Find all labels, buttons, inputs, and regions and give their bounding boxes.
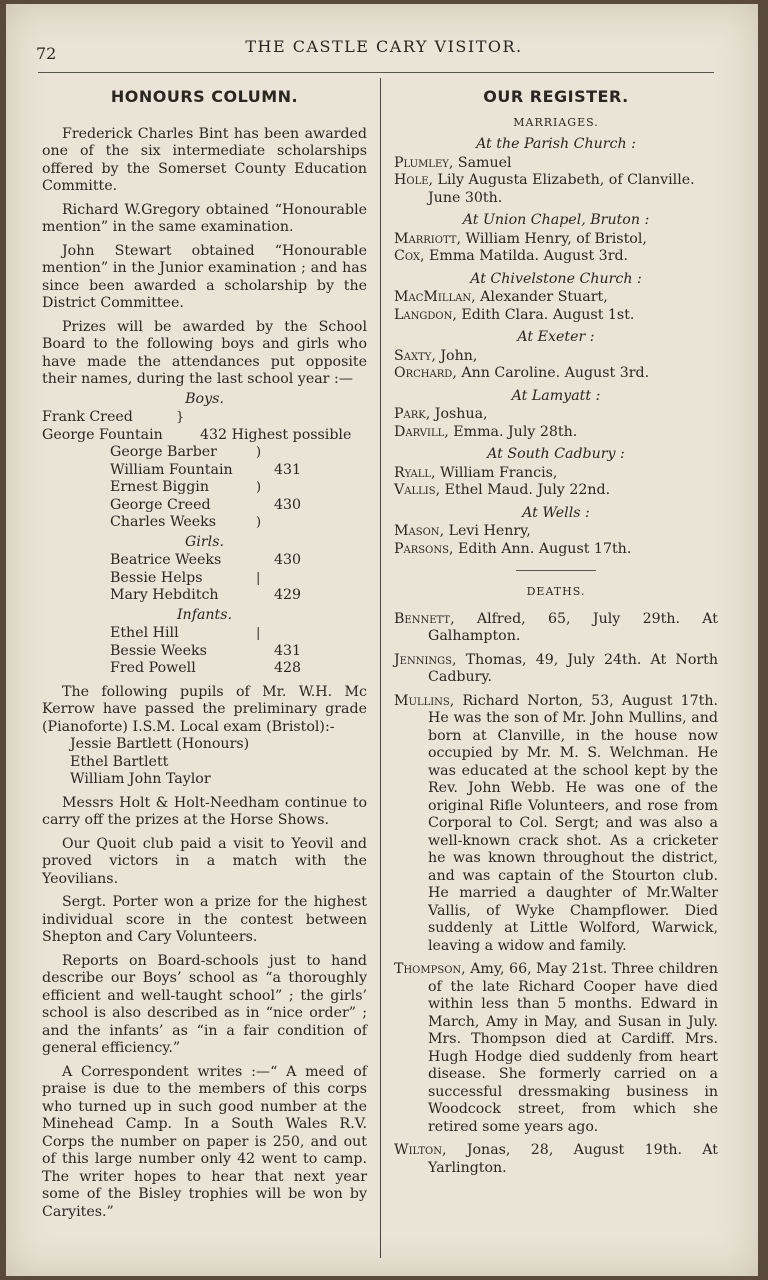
death-entry: Jennings, Thomas, 49, July 24th. At North Cadbury. [394,651,718,685]
paragraph: John Stewart obtained “Honourable mention” in the Junior examination ; and has since been awarded a scholarship by the District Committee. [42,242,367,311]
header-rule [38,72,714,73]
paragraph: Frederick Charles Bint has been awarded one of the six intermediate scholarships offered by the Somerset County Education Committe. [42,125,367,194]
paragraph: Sergt. Porter won a prize for the highest individual score in the contest between Shepton and Cary Volunteers. [42,894,367,945]
pupil: Ethel Bartlett [70,753,169,770]
prize-row: William Fountain 431 [110,461,302,478]
paragraph: A Correspondent writes :—“ A meed of praise is due to the members of this corps who turned up in such good number at the Minehead Camp. In a South Wales R.V. Corps the number on paper is 250, and out of this large number only 42 went to camp. The writer hopes to hear that next year some of the Bisley trophies will be won by Caryites.” [42,1063,367,1220]
marriage-entry: Plumley, Samuel [394,154,512,171]
marriage-place: At Chivelstone Church : [470,270,642,287]
marriage-place: At the Parish Church : [476,136,636,152]
register-heading: OUR REGISTER. [483,87,629,106]
paragraph: Prizes will be awarded by the School Board to the following boys and girls who have made the attendances put opposite their names, during the last school year :— [42,318,367,387]
prize-row: Ernest Biggin ) [110,479,262,495]
marriage-place: At South Cadbury : [487,446,625,462]
pupil: William John Taylor [70,771,211,787]
paragraph: The following pupils of Mr. W.H. Mc Kerrow have passed the preliminary grade (Pianoforte) I.S.M. Local exam (Bristol):- [42,683,367,735]
paragraph: Our Quoit club paid a visit to Yeovil and proved victors in a match with the Yeovilians. [42,835,367,887]
infants-label: Infants. [176,606,233,623]
prize-row: George Creed 430 [110,496,302,513]
marriage-entry: Darvill, Emma. July 28th. [394,423,578,440]
prize-row: Frank Creed } [42,409,185,425]
death-entry: Thompson, Amy, 66, May 21st. Three children of the late Richard Cooper have died within less than 5 months. Edward in March, Amy in May, and Susan in July. Mrs. Thompson died at Cardiff. Mrs. Hugh Hodge died suddenly from heart disease. She formerly carried on a successful dressmaking business in Woodcock street, from which she retired some years ago. [394,961,718,1135]
marriages-label: MARRIAGES. [513,115,599,129]
page-number: 72 [36,44,57,63]
honours-heading: HONOURS COLUMN. [110,87,299,106]
girls-label: Girls. [185,533,224,550]
marriage-entry: Park, Joshua, [394,406,488,422]
honours-column [42,88,367,1227]
marriage-entry: Parsons, Edith Ann. August 17th. [394,540,632,557]
prize-row: Bessie Weeks 431 [110,642,302,659]
prize-row: George Fountain 432 Highest possible [42,426,352,443]
death-entry: Mullins, Richard Norton, 53, August 17th. He was the son of Mr. John Mullins, and born at Clanville, in the house now occupied by Mr. M. S. Welchman. He was educated at the school kept by the Rev. John Webb. He was one of the original Rifle Volunteers, and rose from Corporal to Col. Sergt; and was also a well-known crack shot. As a cricketer he was known throughout the district, and was captain of the Stourton club. He married a daughter of Mr.Walter Vallis, of Wyke Champflower. Died suddenly at Little Wolford, Warwick, leaving a widow and family. [394,692,718,954]
marriage-entry: Orchard, Ann Caroline. August 3rd. [394,365,650,381]
marriage-place: At Exeter : [517,329,595,345]
running-title: THE CASTLE CARY VISITOR. [245,37,523,56]
marriage-entry: Ryall, William Francis, [394,464,558,481]
death-entry: Wilton, Jonas, 28, August 19th. At Yarlington. [394,1142,718,1176]
paragraph: Reports on Board-schools just to hand describe our Boys’ school as “a thoroughly efficient and well-taught school” ; the girls’ school is also described as in “nice order” ; and the infants’ as “in a fair condition of general efficiency.” [42,952,367,1056]
marriage-entry: MacMillan, Alexander Stuart, [394,289,608,305]
marriage-entry: Hole, Lily Augusta Elizabeth, of Clanville. June 30th. [394,172,695,206]
column-divider [380,78,381,1258]
marriage-place: At Union Chapel, Bruton : [462,212,650,228]
marriage-entry: Saxty, John, [394,347,478,364]
boys-label: Boys. [185,390,224,407]
prize-row: Fred Powell 428 [110,660,302,676]
prize-row: Mary Hebditch 429 [110,587,302,603]
prize-row: George Barber ) [110,444,262,460]
prize-row: Beatrice Weeks 430 [110,552,302,568]
deaths-label: DEATHS. [526,585,586,598]
marriage-entry: Vallis, Ethel Maud. July 22nd. [394,482,611,498]
pupil: Jessie Bartlett (Honours) [70,736,250,752]
paragraph: Messrs Holt & Holt-Needham continue to carry off the prizes at the Horse Shows. [42,794,367,828]
marriage-entry: Marriott, William Henry, of Bristol, [394,230,647,247]
death-entry: Bennett, Alfred, 65, July 29th. At Galhampton. [394,610,718,644]
prize-row: Bessie Helps | [110,569,261,586]
prize-row: Ethel Hill | [110,625,261,641]
section-rule [516,570,596,571]
marriage-place: At Wells : [522,504,590,521]
register-column [394,88,718,1183]
marriage-entry: Mason, Levi Henry, [394,523,531,539]
paragraph: Richard W.Gregory obtained “Honourable mention” in the same examination. [42,201,367,235]
prize-row: Charles Weeks ) [110,514,262,530]
marriage-place: At Lamyatt : [511,387,601,404]
marriage-entry: Langdon, Edith Clara. August 1st. [394,306,635,323]
marriage-entry: Cox, Emma Matilda. August 3rd. [394,248,629,264]
